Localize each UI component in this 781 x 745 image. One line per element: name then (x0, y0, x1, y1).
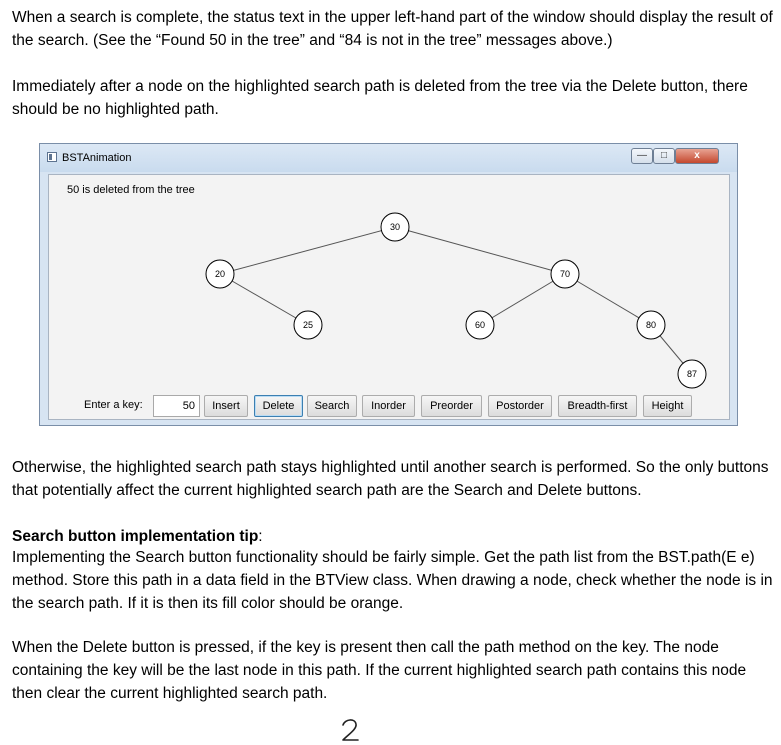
node-label: 60 (474, 320, 486, 330)
bst-animation-window (39, 143, 738, 426)
controls-bar (49, 395, 729, 419)
search-button[interactable]: Search (307, 395, 357, 417)
key-input[interactable] (153, 395, 200, 417)
tree-node (206, 260, 234, 288)
delete-paragraph: Immediately after a node on the highlighted search path is deleted from the tree via the Delete button, there should be no highlighted path. (12, 78, 748, 118)
tip-heading-text: Search button implementation tip (12, 528, 259, 545)
highlight-paragraph: Otherwise, the highlighted search path stays highlighted until another search is performed. So the only buttons that potentially affect the current highlighted search path are the Search and Delete buttons. (12, 459, 769, 499)
tip-heading-colon: : (258, 528, 263, 545)
edge-70-80 (565, 274, 651, 325)
postorder-button[interactable]: Postorder (488, 395, 552, 417)
edge-30-20 (220, 227, 395, 274)
delete-button[interactable]: Delete (254, 395, 303, 417)
node-label: 20 (214, 269, 226, 279)
edge-30-70 (395, 227, 565, 274)
edge-20-25 (220, 274, 308, 325)
maximize-button[interactable]: □ (653, 148, 675, 164)
breadth-first-button[interactable]: Breadth-first (558, 395, 637, 417)
close-button[interactable]: x (675, 148, 719, 164)
window-titlebar[interactable] (40, 144, 737, 172)
tree-node (294, 311, 322, 339)
height-button[interactable]: Height (643, 395, 692, 417)
intro-paragraph: When a search is complete, the status text in the upper left-hand part of the window should display the result of the search. (See the “Found 50 in the tree” and “84 is not in the tree” messages above.) (12, 9, 773, 49)
status-text: 50 is deleted from the tree (67, 184, 195, 196)
insert-button[interactable]: Insert (204, 395, 248, 417)
edge-70-60 (480, 274, 565, 325)
preorder-button[interactable]: Preorder (421, 395, 482, 417)
minimize-button[interactable]: — (631, 148, 653, 164)
node-label: 80 (645, 320, 657, 330)
node-label: 70 (559, 269, 571, 279)
window-title: BSTAnimation (62, 152, 132, 164)
tip-heading (12, 525, 774, 548)
delete-tip-paragraph: When the Delete button is pressed, if the key is present then call the path method on the key. The node containing the key will be the last node in this path. If the current highlighted search path contains this node then clear the current highlighted search path. (12, 639, 747, 702)
key-label: Enter a key: (84, 399, 143, 411)
bst-tree-view (49, 175, 729, 395)
node-label: 30 (389, 222, 401, 232)
tree-edges (220, 227, 692, 374)
handwritten-page-number (338, 716, 368, 744)
tree-node (466, 311, 494, 339)
app-icon (47, 152, 57, 162)
inorder-button[interactable]: Inorder (362, 395, 415, 417)
tree-node (637, 311, 665, 339)
node-label: 25 (302, 320, 314, 330)
tree-node (381, 213, 409, 241)
tree-node (551, 260, 579, 288)
tree-node (678, 360, 706, 388)
node-label: 87 (686, 369, 698, 379)
window-client-area (48, 174, 730, 420)
search-tip-paragraph: Implementing the Search button functionality should be fairly simple. Get the path list from the BST.path(E e) method. Store this path in a data field in the BTView class. When drawing a node, check whether the node is in the search path. If it is then its fill color should be orange. (12, 549, 773, 612)
